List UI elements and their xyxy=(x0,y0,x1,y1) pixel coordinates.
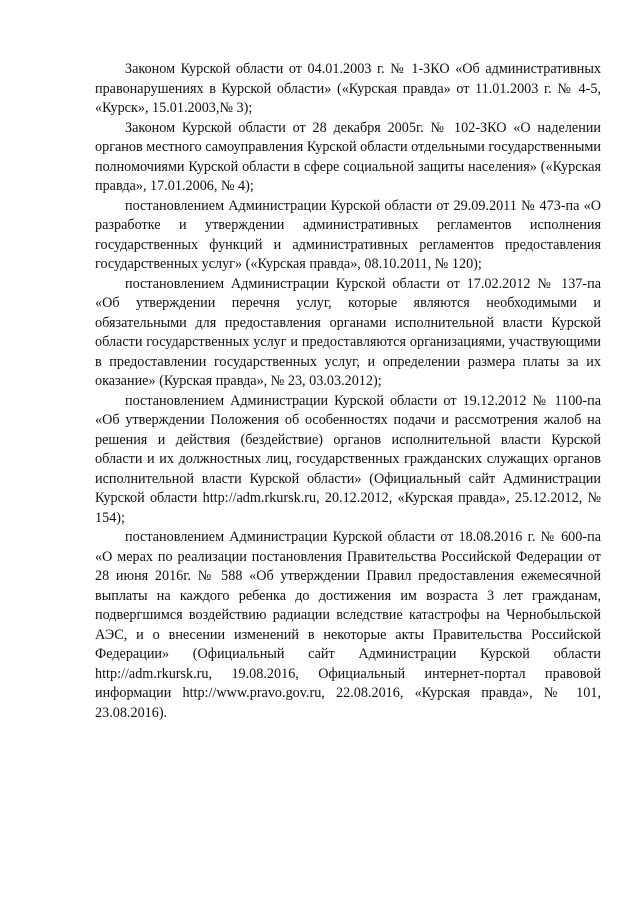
document-page xyxy=(95,60,601,723)
paragraph-resolution-600: постановлением Администрации Курской области от 18.08.2016 г. № 600-па «О мерах по реализации постановления Правительства Российской Федерации от 28 июня 2016г. № 588 «Об утверждении Правил предоставления ежемесячной выплаты на каждого ребенка до достижения им возраста 3 лет гражданам, подвергшимся воздействию радиации вследствие катастрофы на Чернобыльской АЭС, и о внесении изменений в некоторые акты Правительства Российской Федерации» (Официальный сайт Администрации Курской области http://adm.rkursk.ru, 19.08.2016, Официальный интернет-портал правовой информации http://www.pravo.gov.ru, 22.08.2016, «Курская правда», № 101, 23.08.2016). xyxy=(95,529,601,721)
paragraph-resolution-1100: постановлением Администрации Курской области от 19.12.2012 № 1100-па «Об утверждении Положения об особенностях подачи и рассмотрения жалоб на решения и действия (бездействие) органов исполнительной власти Курской области и их должностных лиц, государственных гражданских служащих органов исполнительной власти Курской области» (Официальный сайт Администрации Курской области http://adm.rkursk.ru, 20.12.2012, «Курская правда», 25.12.2012, № 154); xyxy=(95,392,601,526)
paragraph-resolution-137: постановлением Администрации Курской области от 17.02.2012 № 137-па «Об утверждении перечня услуг, которые являются необходимыми и обязательными для предоставления органами исполнительной власти Курской области государственных услуг и предоставляются организациями, участвующими в предоставлении государственных услуг, и определении размера платы за их оказание» (Курская правда», № 23, 03.03.2012); xyxy=(95,275,601,389)
paragraph-law-administrative-offenses: Законом Курской области от 04.01.2003 г. № 1-ЗКО «Об административных правонарушениях в Курской области» («Курская правда» от 11.01.2003 г. № 4-5, «Курск», 15.01.2003,№ 3); xyxy=(95,61,601,116)
paragraph-law-local-self-government: Законом Курской области от 28 декабря 2005г. № 102-ЗКО «О наделении органов местного самоуправления Курской области отдельными государственными полномочиями Курской области в сфере социальной защиты населения» («Курская правда», 17.01.2006, № 4); xyxy=(95,119,601,194)
paragraph-resolution-473: постановлением Администрации Курской области от 29.09.2011 № 473-па «О разработке и утверждении административных регламентов исполнения государственных функций и административных регламентов предоставления государственных услуг» («Курская правда», 08.10.2011, № 120); xyxy=(95,197,601,272)
